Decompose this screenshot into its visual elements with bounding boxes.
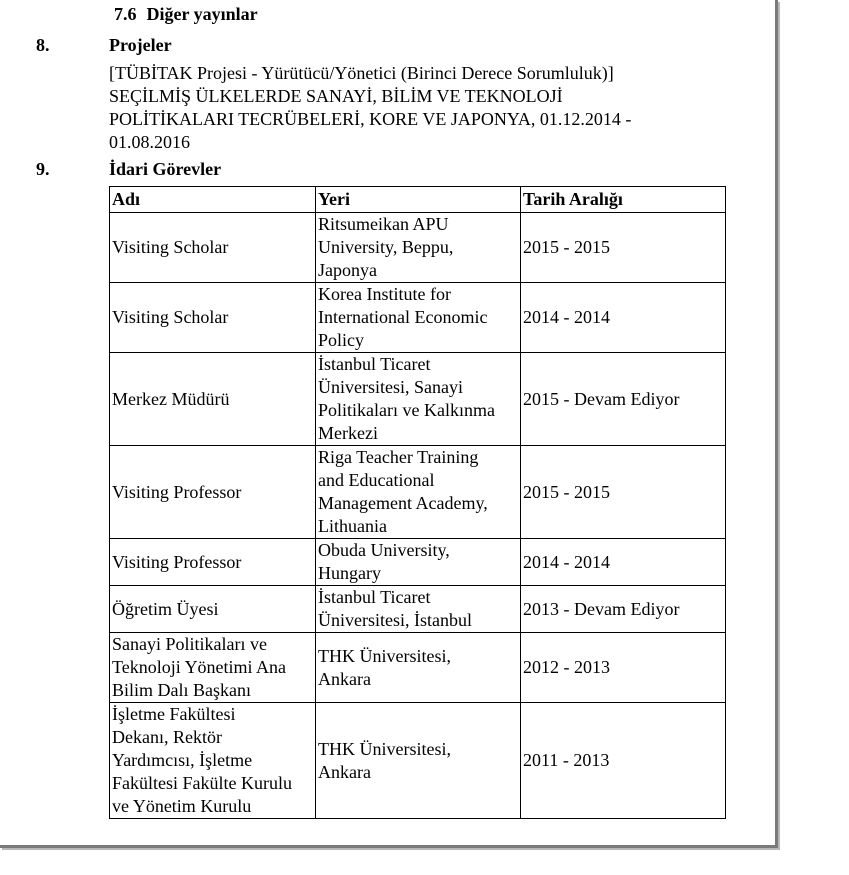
projects-section-title: Projeler: [109, 35, 172, 55]
cell-name: Visiting Scholar: [110, 213, 316, 283]
cell-dates: 2013 - Devam Ediyor: [521, 586, 726, 633]
table-row: [110, 586, 726, 633]
table-row: [110, 446, 726, 539]
projects-section-number: 8.: [36, 35, 50, 55]
header-name: Adı: [110, 187, 316, 213]
cell-name: İşletme Fakültesi Dekanı, Rektör Yardımcısı, İşletme Fakültesi Fakülte Kurulu ve Yönetim Kurulu: [110, 703, 316, 819]
cell-name: Visiting Scholar: [110, 283, 316, 353]
subsection-number: 7.6: [114, 4, 137, 24]
cell-name: Visiting Professor: [110, 539, 316, 586]
project-entry: [109, 62, 719, 154]
cell-place: Riga Teacher Training and Educational Management Academy, Lithuania: [316, 446, 521, 539]
table-header-row: [110, 187, 726, 213]
cell-place: Obuda University, Hungary: [316, 539, 521, 586]
table-row: [110, 539, 726, 586]
project-line: POLİTİKALARI TECRÜBELERİ, KORE VE JAPONYA, 01.12.2014 -: [109, 109, 632, 129]
cell-dates: 2015 - Devam Ediyor: [521, 353, 726, 446]
cell-dates: 2014 - 2014: [521, 283, 726, 353]
duties-section-number: 9.: [36, 159, 50, 179]
duties-section-title: İdari Görevler: [109, 159, 222, 179]
project-line: 01.08.2016: [109, 132, 190, 152]
table-row: [110, 633, 726, 703]
table-row: [110, 213, 726, 283]
subsection-heading: [114, 4, 258, 25]
cell-place: THK Üniversitesi, Ankara: [316, 703, 521, 819]
admin-duties-table: [109, 186, 726, 819]
table-row: [110, 353, 726, 446]
cell-dates: 2015 - 2015: [521, 213, 726, 283]
cell-dates: 2012 - 2013: [521, 633, 726, 703]
cell-dates: 2011 - 2013: [521, 703, 726, 819]
cell-name: Öğretim Üyesi: [110, 586, 316, 633]
cell-dates: 2015 - 2015: [521, 446, 726, 539]
cell-place: İstanbul Ticaret Üniversitesi, Sanayi Politikaları ve Kalkınma Merkezi: [316, 353, 521, 446]
table-row: [110, 283, 726, 353]
table-row: [110, 703, 726, 819]
subsection-title: Diğer yayınlar: [146, 4, 258, 24]
cell-place: İstanbul Ticaret Üniversitesi, İstanbul: [316, 586, 521, 633]
cell-place: THK Üniversitesi, Ankara: [316, 633, 521, 703]
cell-name: Sanayi Politikaları ve Teknoloji Yönetimi Ana Bilim Dalı Başkanı: [110, 633, 316, 703]
cell-name: Merkez Müdürü: [110, 353, 316, 446]
header-place: Yeri: [316, 187, 521, 213]
project-line: [TÜBİTAK Projesi - Yürütücü/Yönetici (Birinci Derece Sorumluluk)]: [109, 63, 614, 83]
cell-dates: 2014 - 2014: [521, 539, 726, 586]
project-line: SEÇİLMİŞ ÜLKELERDE SANAYİ, BİLİM VE TEKNOLOJİ: [109, 86, 563, 106]
cell-name: Visiting Professor: [110, 446, 316, 539]
header-dates: Tarih Aralığı: [521, 187, 726, 213]
cell-place: Korea Institute for International Economic Policy: [316, 283, 521, 353]
cell-place: Ritsumeikan APU University, Beppu, Japonya: [316, 213, 521, 283]
